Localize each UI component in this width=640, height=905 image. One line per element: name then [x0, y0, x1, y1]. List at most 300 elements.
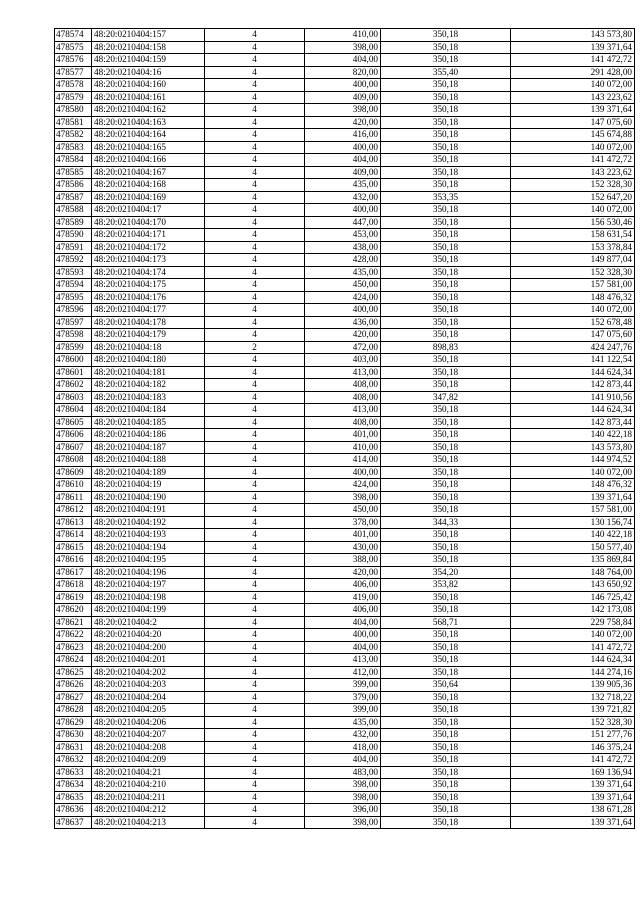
row-number-cell: 478574 — [55, 29, 92, 42]
unit-value-cell: 350,18 — [381, 329, 511, 342]
cadastral-number-cell: 48:20:0210404:19 — [92, 479, 205, 492]
row-number-cell: 478602 — [55, 379, 92, 392]
group-cell: 4 — [205, 216, 305, 229]
area-cell: 483,00 — [305, 766, 381, 779]
cadastral-value-cell: 146 375,24 — [511, 741, 635, 754]
cadastral-number-cell: 48:20:0210404:168 — [92, 179, 205, 192]
row-number-cell: 478589 — [55, 216, 92, 229]
cadastral-number-cell: 48:20:0210404:204 — [92, 691, 205, 704]
unit-value-cell: 350,18 — [381, 129, 511, 142]
cadastral-value-cell: 132 718,22 — [511, 691, 635, 704]
area-cell: 398,00 — [305, 104, 381, 117]
table-row — [55, 104, 635, 117]
table-row — [55, 166, 635, 179]
area-cell: 398,00 — [305, 816, 381, 829]
group-cell: 4 — [205, 316, 305, 329]
cadastral-value-cell: 150 577,40 — [511, 541, 635, 554]
table-row — [55, 754, 635, 767]
table-row — [55, 816, 635, 829]
cadastral-number-cell: 48:20:0210404:206 — [92, 716, 205, 729]
unit-value-cell: 350,18 — [381, 466, 511, 479]
area-cell: 420,00 — [305, 566, 381, 579]
cadastral-number-cell: 48:20:0210404:164 — [92, 129, 205, 142]
cadastral-number-cell: 48:20:0210404:195 — [92, 554, 205, 567]
cadastral-number-cell: 48:20:0210404:192 — [92, 516, 205, 529]
cadastral-value-cell: 153 378,84 — [511, 241, 635, 254]
table-row — [55, 229, 635, 242]
group-cell: 4 — [205, 354, 305, 367]
table-row — [55, 254, 635, 267]
row-number-cell: 478613 — [55, 516, 92, 529]
table-row — [55, 379, 635, 392]
cadastral-value-cell: 139 905,36 — [511, 679, 635, 692]
cadastral-value-cell: 139 371,64 — [511, 491, 635, 504]
area-cell: 400,00 — [305, 466, 381, 479]
cadastral-value-cell: 149 877,04 — [511, 254, 635, 267]
cadastral-value-cell: 138 671,28 — [511, 804, 635, 817]
table-row — [55, 79, 635, 92]
cadastral-number-cell: 48:20:0210404:166 — [92, 154, 205, 167]
table-row — [55, 266, 635, 279]
group-cell: 4 — [205, 479, 305, 492]
row-number-cell: 478600 — [55, 354, 92, 367]
group-cell: 4 — [205, 241, 305, 254]
area-cell: 400,00 — [305, 141, 381, 154]
row-number-cell: 478619 — [55, 591, 92, 604]
row-number-cell: 478575 — [55, 41, 92, 54]
row-number-cell: 478588 — [55, 204, 92, 217]
area-cell: 412,00 — [305, 666, 381, 679]
row-number-cell: 478582 — [55, 129, 92, 142]
group-cell: 4 — [205, 66, 305, 79]
unit-value-cell: 350,18 — [381, 729, 511, 742]
area-cell: 413,00 — [305, 654, 381, 667]
unit-value-cell: 350,18 — [381, 504, 511, 517]
row-number-cell: 478635 — [55, 791, 92, 804]
table-row — [55, 329, 635, 342]
group-cell: 4 — [205, 591, 305, 604]
cadastral-number-cell: 48:20:0210404:191 — [92, 504, 205, 517]
table-row — [55, 366, 635, 379]
cadastral-value-cell: 169 136,94 — [511, 766, 635, 779]
row-number-cell: 478627 — [55, 691, 92, 704]
area-cell: 398,00 — [305, 791, 381, 804]
row-number-cell: 478584 — [55, 154, 92, 167]
unit-value-cell: 350,18 — [381, 529, 511, 542]
cadastral-number-cell: 48:20:0210404:158 — [92, 41, 205, 54]
cadastral-number-cell: 48:20:0210404:177 — [92, 304, 205, 317]
row-number-cell: 478576 — [55, 54, 92, 67]
table-row — [55, 391, 635, 404]
table-row — [55, 741, 635, 754]
cadastral-number-cell: 48:20:0210404:211 — [92, 791, 205, 804]
cadastral-value-cell: 229 758,84 — [511, 616, 635, 629]
area-cell: 410,00 — [305, 441, 381, 454]
group-cell: 4 — [205, 391, 305, 404]
table-row — [55, 291, 635, 304]
group-cell: 4 — [205, 566, 305, 579]
area-cell: 432,00 — [305, 729, 381, 742]
cadastral-number-cell: 48:20:0210404:159 — [92, 54, 205, 67]
group-cell: 4 — [205, 816, 305, 829]
area-cell: 420,00 — [305, 329, 381, 342]
unit-value-cell: 350,18 — [381, 104, 511, 117]
group-cell: 4 — [205, 166, 305, 179]
row-number-cell: 478577 — [55, 66, 92, 79]
row-number-cell: 478625 — [55, 666, 92, 679]
cadastral-value-cell: 148 476,32 — [511, 479, 635, 492]
cadastral-value-cell: 141 472,72 — [511, 54, 635, 67]
row-number-cell: 478596 — [55, 304, 92, 317]
unit-value-cell: 350,18 — [381, 454, 511, 467]
unit-value-cell: 350,18 — [381, 554, 511, 567]
area-cell: 408,00 — [305, 416, 381, 429]
row-number-cell: 478622 — [55, 629, 92, 642]
row-number-cell: 478631 — [55, 741, 92, 754]
group-cell: 4 — [205, 416, 305, 429]
area-cell: 450,00 — [305, 279, 381, 292]
row-number-cell: 478629 — [55, 716, 92, 729]
table-row — [55, 804, 635, 817]
unit-value-cell: 350,18 — [381, 816, 511, 829]
area-cell: 435,00 — [305, 266, 381, 279]
group-cell: 4 — [205, 554, 305, 567]
row-number-cell: 478611 — [55, 491, 92, 504]
cadastral-value-cell: 139 371,64 — [511, 791, 635, 804]
cadastral-number-cell: 48:20:0210404:181 — [92, 366, 205, 379]
group-cell: 4 — [205, 179, 305, 192]
row-number-cell: 478605 — [55, 416, 92, 429]
cadastral-value-cell: 143 223,62 — [511, 166, 635, 179]
unit-value-cell: 350,18 — [381, 804, 511, 817]
cadastral-number-cell: 48:20:0210404:18 — [92, 341, 205, 354]
row-number-cell: 478586 — [55, 179, 92, 192]
cadastral-value-cell: 141 472,72 — [511, 641, 635, 654]
area-cell: 401,00 — [305, 429, 381, 442]
unit-value-cell: 350,18 — [381, 604, 511, 617]
area-cell: 404,00 — [305, 754, 381, 767]
cadastral-value-cell: 130 156,74 — [511, 516, 635, 529]
row-number-cell: 478607 — [55, 441, 92, 454]
row-number-cell: 478620 — [55, 604, 92, 617]
row-number-cell: 478603 — [55, 391, 92, 404]
area-cell: 379,00 — [305, 691, 381, 704]
row-number-cell: 478626 — [55, 679, 92, 692]
area-cell: 436,00 — [305, 316, 381, 329]
group-cell: 4 — [205, 666, 305, 679]
table-row — [55, 641, 635, 654]
table-row — [55, 491, 635, 504]
cadastral-value-cell: 152 328,30 — [511, 716, 635, 729]
group-cell: 4 — [205, 541, 305, 554]
cadastral-value-cell: 139 371,64 — [511, 779, 635, 792]
group-cell: 4 — [205, 729, 305, 742]
row-number-cell: 478583 — [55, 141, 92, 154]
cadastral-value-cell: 148 764,00 — [511, 566, 635, 579]
table-row — [55, 716, 635, 729]
area-cell: 409,00 — [305, 166, 381, 179]
group-cell: 4 — [205, 404, 305, 417]
cadastral-value-cell: 145 674,88 — [511, 129, 635, 142]
cadastral-value-cell: 148 476,32 — [511, 291, 635, 304]
cadastral-number-cell: 48:20:0210404:170 — [92, 216, 205, 229]
unit-value-cell: 354,20 — [381, 566, 511, 579]
cadastral-value-cell: 140 072,00 — [511, 466, 635, 479]
cadastral-value-cell: 141 122,54 — [511, 354, 635, 367]
unit-value-cell: 350,18 — [381, 141, 511, 154]
row-number-cell: 478591 — [55, 241, 92, 254]
unit-value-cell: 350,18 — [381, 204, 511, 217]
cadastral-number-cell: 48:20:0210404:186 — [92, 429, 205, 442]
group-cell: 4 — [205, 379, 305, 392]
row-number-cell: 478621 — [55, 616, 92, 629]
row-number-cell: 478630 — [55, 729, 92, 742]
table-row — [55, 54, 635, 67]
unit-value-cell: 350,18 — [381, 229, 511, 242]
area-cell: 408,00 — [305, 379, 381, 392]
group-cell: 4 — [205, 616, 305, 629]
group-cell: 4 — [205, 441, 305, 454]
cadastral-number-cell: 48:20:0210404:212 — [92, 804, 205, 817]
cadastral-value-cell: 152 647,20 — [511, 191, 635, 204]
row-number-cell: 478593 — [55, 266, 92, 279]
cadastral-number-cell: 48:20:0210404:193 — [92, 529, 205, 542]
group-cell: 4 — [205, 279, 305, 292]
area-cell: 398,00 — [305, 41, 381, 54]
table-row — [55, 429, 635, 442]
row-number-cell: 478617 — [55, 566, 92, 579]
cadastral-value-cell: 140 072,00 — [511, 204, 635, 217]
cadastral-number-cell: 48:20:0210404:194 — [92, 541, 205, 554]
cadastral-number-cell: 48:20:0210404:163 — [92, 116, 205, 129]
table-row — [55, 791, 635, 804]
cadastral-number-cell: 48:20:0210404:179 — [92, 329, 205, 342]
group-cell: 4 — [205, 129, 305, 142]
unit-value-cell: 350,18 — [381, 29, 511, 42]
unit-value-cell: 350,18 — [381, 779, 511, 792]
table-row — [55, 179, 635, 192]
unit-value-cell: 350,18 — [381, 666, 511, 679]
cadastral-number-cell: 48:20:0210404:196 — [92, 566, 205, 579]
table-row — [55, 654, 635, 667]
cadastral-value-cell: 143 650,92 — [511, 579, 635, 592]
area-cell: 400,00 — [305, 79, 381, 92]
table-row — [55, 466, 635, 479]
group-cell: 4 — [205, 454, 305, 467]
cadastral-number-cell: 48:20:0210404:197 — [92, 579, 205, 592]
row-number-cell: 478580 — [55, 104, 92, 117]
table-row — [55, 504, 635, 517]
table-row — [55, 691, 635, 704]
unit-value-cell: 350,18 — [381, 279, 511, 292]
cadastral-value-cell: 142 873,44 — [511, 379, 635, 392]
table-row — [55, 516, 635, 529]
unit-value-cell: 898,83 — [381, 341, 511, 354]
cadastral-number-cell: 48:20:0210404:17 — [92, 204, 205, 217]
unit-value-cell: 350,18 — [381, 704, 511, 717]
area-cell: 388,00 — [305, 554, 381, 567]
row-number-cell: 478632 — [55, 754, 92, 767]
table-row — [55, 241, 635, 254]
group-cell: 4 — [205, 529, 305, 542]
area-cell: 420,00 — [305, 116, 381, 129]
group-cell: 4 — [205, 291, 305, 304]
group-cell: 4 — [205, 679, 305, 692]
row-number-cell: 478624 — [55, 654, 92, 667]
group-cell: 4 — [205, 141, 305, 154]
area-cell: 399,00 — [305, 704, 381, 717]
group-cell: 4 — [205, 579, 305, 592]
unit-value-cell: 350,18 — [381, 379, 511, 392]
cadastral-value-cell: 141 472,72 — [511, 154, 635, 167]
area-cell: 413,00 — [305, 404, 381, 417]
unit-value-cell: 353,82 — [381, 579, 511, 592]
table-row — [55, 204, 635, 217]
table-row — [55, 29, 635, 42]
unit-value-cell: 350,18 — [381, 91, 511, 104]
unit-value-cell: 350,18 — [381, 54, 511, 67]
group-cell: 4 — [205, 704, 305, 717]
group-cell: 4 — [205, 79, 305, 92]
row-number-cell: 478590 — [55, 229, 92, 242]
cadastral-value-cell: 140 072,00 — [511, 79, 635, 92]
area-cell: 820,00 — [305, 66, 381, 79]
area-cell: 430,00 — [305, 541, 381, 554]
unit-value-cell: 350,18 — [381, 79, 511, 92]
cadastral-value-cell: 140 072,00 — [511, 141, 635, 154]
row-number-cell: 478636 — [55, 804, 92, 817]
table-row — [55, 304, 635, 317]
cadastral-number-cell: 48:20:0210404:175 — [92, 279, 205, 292]
cadastral-number-cell: 48:20:0210404:189 — [92, 466, 205, 479]
cadastral-value-cell: 140 072,00 — [511, 304, 635, 317]
group-cell: 4 — [205, 91, 305, 104]
area-cell: 435,00 — [305, 716, 381, 729]
cadastral-value-cell: 158 631,54 — [511, 229, 635, 242]
unit-value-cell: 350,18 — [381, 116, 511, 129]
cadastral-number-cell: 48:20:0210404:198 — [92, 591, 205, 604]
area-cell: 453,00 — [305, 229, 381, 242]
cadastral-number-cell: 48:20:0210404:162 — [92, 104, 205, 117]
cadastral-value-cell: 143 573,80 — [511, 441, 635, 454]
cadastral-value-cell: 156 530,46 — [511, 216, 635, 229]
cadastral-number-cell: 48:20:0210404:200 — [92, 641, 205, 654]
group-cell: 4 — [205, 154, 305, 167]
group-cell: 4 — [205, 766, 305, 779]
table-row — [55, 316, 635, 329]
cadastral-value-cell: 152 328,30 — [511, 266, 635, 279]
row-number-cell: 478610 — [55, 479, 92, 492]
row-number-cell: 478616 — [55, 554, 92, 567]
unit-value-cell: 344,33 — [381, 516, 511, 529]
cadastral-value-cell: 141 910,56 — [511, 391, 635, 404]
unit-value-cell: 350,18 — [381, 754, 511, 767]
unit-value-cell: 350,18 — [381, 254, 511, 267]
area-cell: 404,00 — [305, 154, 381, 167]
group-cell: 4 — [205, 116, 305, 129]
table-row — [55, 404, 635, 417]
cadastral-value-cell: 152 678,48 — [511, 316, 635, 329]
group-cell: 4 — [205, 366, 305, 379]
group-cell: 4 — [205, 741, 305, 754]
unit-value-cell: 350,18 — [381, 316, 511, 329]
unit-value-cell: 350,18 — [381, 404, 511, 417]
cadastral-number-cell: 48:20:0210404:2 — [92, 616, 205, 629]
area-cell: 409,00 — [305, 91, 381, 104]
cadastral-number-cell: 48:20:0210404:210 — [92, 779, 205, 792]
cadastral-number-cell: 48:20:0210404:184 — [92, 404, 205, 417]
row-number-cell: 478585 — [55, 166, 92, 179]
table-row — [55, 604, 635, 617]
group-cell: 4 — [205, 791, 305, 804]
cadastral-number-cell: 48:20:0210404:202 — [92, 666, 205, 679]
table-row — [55, 441, 635, 454]
area-cell: 401,00 — [305, 529, 381, 542]
table-row — [55, 529, 635, 542]
area-cell: 400,00 — [305, 629, 381, 642]
area-cell: 399,00 — [305, 679, 381, 692]
group-cell: 2 — [205, 341, 305, 354]
area-cell: 428,00 — [305, 254, 381, 267]
group-cell: 4 — [205, 629, 305, 642]
cadastral-number-cell: 48:20:0210404:16 — [92, 66, 205, 79]
cadastral-value-cell: 139 371,64 — [511, 41, 635, 54]
row-number-cell: 478623 — [55, 641, 92, 654]
table-row — [55, 341, 635, 354]
area-cell: 432,00 — [305, 191, 381, 204]
table-row — [55, 479, 635, 492]
area-cell: 398,00 — [305, 779, 381, 792]
unit-value-cell: 350,18 — [381, 491, 511, 504]
table-row — [55, 591, 635, 604]
cadastral-value-cell: 144 624,34 — [511, 654, 635, 667]
cadastral-number-cell: 48:20:0210404:183 — [92, 391, 205, 404]
group-cell: 4 — [205, 654, 305, 667]
table-row — [55, 91, 635, 104]
cadastral-value-cell: 139 371,64 — [511, 104, 635, 117]
table-row — [55, 454, 635, 467]
cadastral-number-cell: 48:20:0210404:208 — [92, 741, 205, 754]
row-number-cell: 478581 — [55, 116, 92, 129]
row-number-cell: 478578 — [55, 79, 92, 92]
row-number-cell: 478594 — [55, 279, 92, 292]
row-number-cell: 478587 — [55, 191, 92, 204]
area-cell: 435,00 — [305, 179, 381, 192]
table-row — [55, 141, 635, 154]
area-cell: 400,00 — [305, 204, 381, 217]
row-number-cell: 478595 — [55, 291, 92, 304]
area-cell: 404,00 — [305, 54, 381, 67]
cadastral-number-cell: 48:20:0210404:188 — [92, 454, 205, 467]
table-body — [55, 29, 635, 829]
unit-value-cell: 350,18 — [381, 766, 511, 779]
unit-value-cell: 350,18 — [381, 654, 511, 667]
table-row — [55, 129, 635, 142]
table-row — [55, 279, 635, 292]
row-number-cell: 478597 — [55, 316, 92, 329]
unit-value-cell: 350,18 — [381, 791, 511, 804]
unit-value-cell: 350,18 — [381, 641, 511, 654]
table-row — [55, 541, 635, 554]
unit-value-cell: 347,82 — [381, 391, 511, 404]
group-cell: 4 — [205, 329, 305, 342]
cadastral-value-cell: 142 173,08 — [511, 604, 635, 617]
group-cell: 4 — [205, 29, 305, 42]
group-cell: 4 — [205, 691, 305, 704]
group-cell: 4 — [205, 804, 305, 817]
area-cell: 472,00 — [305, 341, 381, 354]
table-row — [55, 629, 635, 642]
